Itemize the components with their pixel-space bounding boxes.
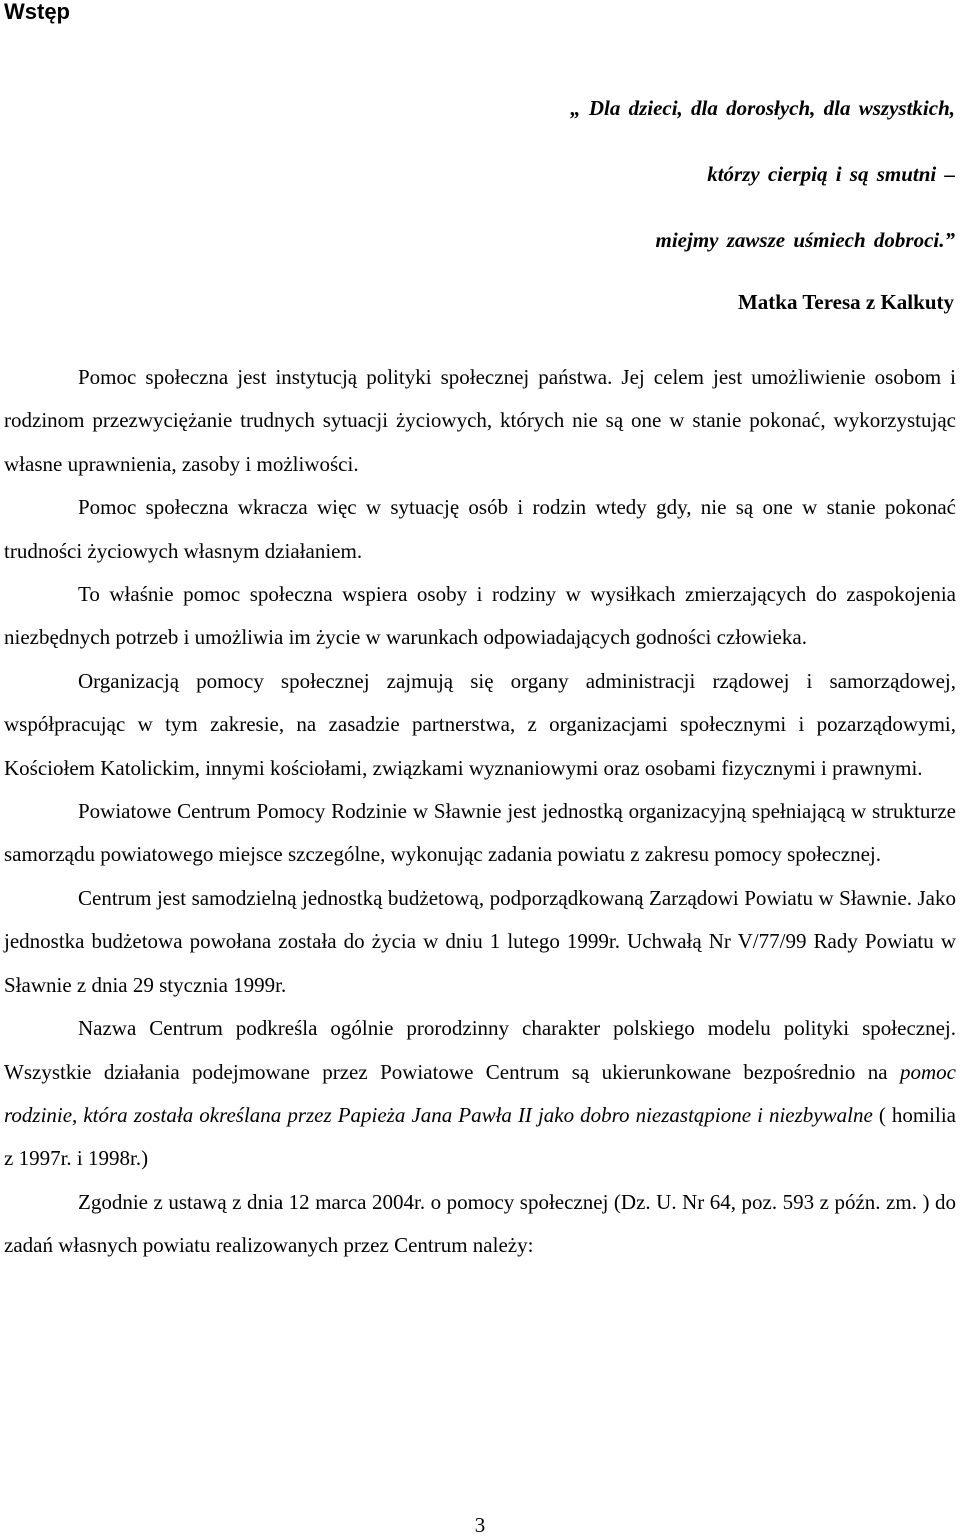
paragraph-7-text-end: ( homilia z 1997r. i 1998r.) [4, 1102, 956, 1171]
paragraph-7 [4, 1007, 956, 1181]
paragraph-7-text-start: Nazwa Centrum podkreśla ogólnie prorodzinny charakter polskiego modelu polityki społecznej. Wszystkie działania podejmowane przez Powiatowe Centrum są ukierunkowane bezpośrednio na [4, 1016, 956, 1084]
body-text [4, 356, 956, 1268]
page-number: 3 [474, 1513, 486, 1537]
motto-quote [255, 88, 955, 286]
paragraph-1: Pomoc społeczna jest instytucją polityki społecznej państwa. Jej celem jest umożliwienie osobom i rodzinom przezwyciężanie trudnych sytuacji życiowych, których nie są one w stanie pokonać, wykorzystując własne uprawnienia, zasoby i możliwości. [4, 365, 956, 476]
motto-line-1: „ Dla dzieci, dla dorosłych, dla wszystkich, [570, 96, 955, 120]
motto-line-3: miejmy zawsze uśmiech dobroci.” [655, 228, 955, 252]
paragraph-8: Zgodnie z ustawą z dnia 12 marca 2004r. o pomocy społecznej (Dz. U. Nr 64, poz. 593 z późn. zm. ) do zadań własnych powiatu realizowanych przez Centrum należy: [4, 1189, 956, 1258]
motto-author: Matka Teresa z Kalkuty [737, 290, 954, 314]
section-heading: Wstęp [4, 0, 70, 24]
paragraph-6: Centrum jest samodzielną jednostką budżetową, podporządkowaną Zarządowi Powiatu w Sławnie. Jako jednostka budżetowa powołana została do życia w dniu 1 lutego 1999r. Uchwałą Nr V/77/99 Rady Powiatu w Sławnie z dnia 29 stycznia 1999r. [4, 885, 956, 997]
paragraph-2: Pomoc społeczna wkracza więc w sytuację osób i rodzin wtedy gdy, nie są one w stanie pokonać trudności życiowych własnym działaniem. [4, 495, 956, 563]
paragraph-4: Organizacją pomocy społecznej zajmują się organy administracji rządowej i samorządowej, współpracując w tym zakresie, na zasadzie partnerstwa, z organizacjami społecznymi i pozarządowymi, Kościołem Katolickim, innymi kościołami, związkami wyznaniowymi oraz osobami fizycznymi i prawnymi. [4, 668, 956, 780]
paragraph-5: Powiatowe Centrum Pomocy Rodzinie w Sławnie jest jednostką organizacyjną spełniającą w strukturze samorządu powiatowego miejsce szczególne, wykonując zadania powiatu z zakresu pomocy społecznej. [4, 799, 956, 867]
paragraph-3: To właśnie pomoc społeczna wspiera osoby i rodziny w wysiłkach zmierzających do zaspokojenia niezbędnych potrzeb i umożliwia im życie w warunkach odpowiadających godności człowieka. [4, 582, 956, 650]
paragraph-7-italic-quote: pomoc rodzinie, która została określana przez Papieża Jana Pawła II jako dobro niezastąpione i niezbywalne [4, 1059, 956, 1127]
motto-line-2: którzy cierpią i są smutni – [707, 162, 955, 186]
